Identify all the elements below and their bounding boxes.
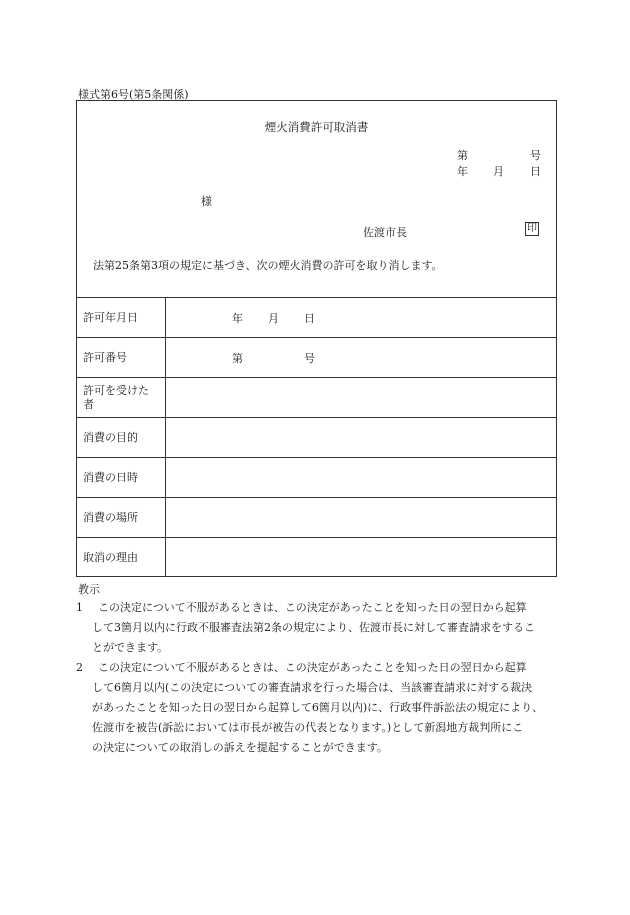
document-title: 煙火消費許可取消書 — [264, 120, 369, 134]
table-row — [77, 378, 556, 418]
table-row — [77, 338, 556, 378]
body-text: 法第25条第3項の規定に基づき、次の煙火消費の許可を取り消します。 — [93, 259, 443, 272]
permit-date-day: 日 — [304, 311, 315, 325]
reason-cell — [166, 538, 557, 578]
details-table — [77, 297, 556, 577]
addressee-suffix: 様 — [201, 195, 212, 208]
form-box — [76, 100, 557, 577]
issuer-name: 佐渡市長 — [363, 226, 407, 239]
note-line: この決定について不服があるときは、この決定があったことを知った日の翌日から起算 — [98, 661, 527, 674]
doc-date-year: 年 — [457, 165, 468, 178]
permittee-cell — [166, 378, 557, 418]
row-label: 消費の場所 — [77, 498, 166, 538]
permit-number-cell — [166, 338, 557, 378]
note-number: 2 — [76, 661, 83, 674]
datetime-cell — [166, 458, 557, 498]
note-line: この決定について不服があるときは、この決定があったことを知った日の翌日から起算 — [98, 601, 527, 614]
permit-date-year: 年 — [232, 311, 243, 325]
notes-list — [76, 598, 556, 758]
table-row — [77, 538, 556, 578]
note-line: して3箇月以内に行政不服審査法第2条の規定により、佐渡市長に対して審査請求をするこ — [92, 621, 535, 634]
table-row — [77, 418, 556, 458]
doc-number-dai: 第 — [457, 149, 468, 162]
doc-date-day: 日 — [530, 165, 541, 178]
permit-number-go: 号 — [304, 351, 315, 365]
note-item — [76, 598, 556, 658]
row-label-line1: 許可を受けた — [83, 383, 149, 397]
row-label: 取消の理由 — [77, 538, 166, 578]
row-label: 消費の目的 — [77, 418, 166, 458]
seal-mark: 印 — [527, 223, 537, 234]
note-line: 佐渡市を被告(訴訟においては市長が被告の代表となります。)として新潟地方裁判所にこ — [92, 721, 524, 734]
purpose-cell — [166, 418, 557, 458]
note-number: 1 — [76, 601, 83, 614]
permit-number-dai: 第 — [232, 351, 243, 365]
row-label-line2: 者 — [83, 397, 94, 411]
row-label: 許可番号 — [77, 338, 166, 378]
row-label — [77, 378, 166, 418]
row-label: 許可年月日 — [77, 298, 166, 338]
note-line: の決定についての取消しの訴えを提起することができます。 — [92, 741, 388, 754]
doc-number-go: 号 — [530, 149, 541, 162]
doc-date-month: 月 — [493, 165, 504, 178]
permit-date-month: 月 — [268, 311, 279, 325]
table-row — [77, 298, 556, 338]
place-cell — [166, 498, 557, 538]
notice-heading: 教示 — [78, 583, 100, 596]
note-item — [76, 658, 556, 758]
table-row — [77, 458, 556, 498]
table-row — [77, 498, 556, 538]
form-number: 様式第6号(第5条関係) — [78, 88, 189, 101]
note-line: があったことを知った日の翌日から起算して6箇月以内)に、行政事件訴訟法の規定により、 — [92, 701, 544, 714]
row-label: 消費の日時 — [77, 458, 166, 498]
note-line: して6箇月以内(この決定についての審査請求を行った場合は、当該審査請求に対する裁決 — [92, 681, 533, 694]
permit-date-cell — [166, 298, 557, 338]
note-line: とができます。 — [92, 641, 169, 654]
